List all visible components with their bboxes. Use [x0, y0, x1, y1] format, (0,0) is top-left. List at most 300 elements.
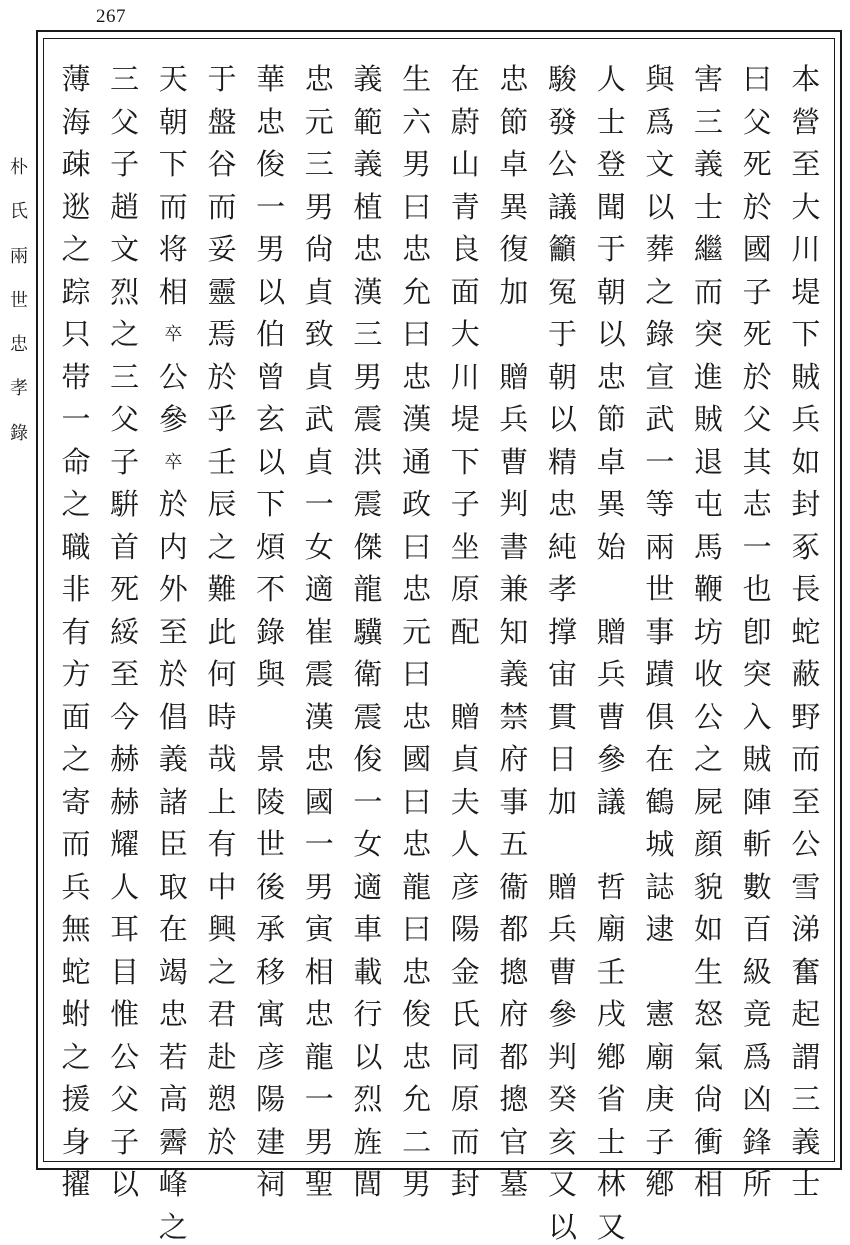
column-char: 忠: [548, 487, 578, 521]
column-char: 人: [450, 827, 480, 861]
column-char: 葬: [645, 232, 675, 266]
column-char: 三: [110, 359, 140, 394]
column-char: 數: [742, 869, 772, 904]
column-char: 面: [61, 699, 91, 734]
column-char: 貞: [304, 274, 334, 309]
column-char: 贈: [596, 614, 626, 649]
column-char: 父: [110, 1082, 140, 1116]
column-char: 士: [791, 1167, 821, 1201]
column-char: 曹: [548, 954, 578, 989]
column-char: 屍: [694, 784, 724, 819]
column-char: 志: [742, 487, 772, 521]
column-char: 在: [645, 742, 675, 776]
column-char: 陣: [742, 784, 772, 819]
column-char: 至: [791, 147, 821, 181]
column-char: 義: [791, 1124, 821, 1159]
column-char: 而: [158, 189, 188, 224]
column-char: 一: [304, 827, 334, 861]
column-char: 父: [742, 104, 772, 139]
column-char: 忠: [402, 954, 432, 989]
column-char: 衞: [499, 869, 529, 904]
column-char: 下: [158, 147, 188, 181]
column-char: 寄: [61, 784, 91, 819]
column-char: 忠: [402, 827, 432, 861]
column-char: 有: [207, 827, 237, 861]
column-char: 公: [694, 699, 724, 734]
column-char: 卒: [164, 451, 183, 473]
column-char: 後: [256, 869, 286, 904]
column-char: 父: [110, 104, 140, 139]
column-char: 忠: [402, 1039, 432, 1074]
column-char: 職: [61, 529, 91, 564]
column-char: 子: [110, 444, 140, 479]
column-char: 載: [353, 954, 383, 989]
column-char: 封: [450, 1167, 480, 1201]
column-char: 範: [353, 104, 383, 139]
column-char: 加: [499, 274, 529, 309]
column-char: 方: [61, 657, 91, 691]
column-char: 屯: [694, 487, 724, 521]
column-char: 之: [61, 232, 91, 266]
column-char: 愬: [207, 1082, 237, 1116]
column-char: 倡: [158, 699, 188, 734]
column-char: 非: [61, 572, 91, 606]
column-char: 死: [110, 572, 140, 606]
column-char: 馬: [694, 529, 724, 564]
column-char: 中: [207, 869, 237, 904]
column-char: 節: [596, 402, 626, 436]
column-char: 曰: [402, 912, 432, 946]
column-char: 曰: [402, 317, 432, 351]
column-char: 忠: [304, 997, 334, 1031]
column-char: 龍: [402, 869, 432, 904]
column-char: 墓: [499, 1167, 529, 1201]
column-char: 天: [158, 62, 188, 96]
column-char: 惟: [110, 997, 140, 1031]
column-char: 踪: [61, 274, 91, 309]
column-char: 世: [256, 827, 286, 861]
column-char: 通: [402, 444, 432, 479]
column-char: 忠: [402, 232, 432, 266]
column-char: 公: [791, 827, 821, 861]
column-char: 崔: [304, 614, 334, 649]
column-char: 三: [694, 104, 724, 139]
side-title-char: 氏: [10, 201, 28, 223]
column-char: 摠: [499, 1082, 529, 1116]
column-char: 蔚: [450, 104, 480, 139]
side-title-char: 世: [10, 289, 28, 311]
column-char: 首: [110, 529, 140, 564]
column-char: 尙: [694, 1082, 724, 1116]
column-char: 赴: [207, 1039, 237, 1074]
column-char: 鞭: [694, 572, 724, 606]
column-char: 至: [110, 657, 140, 691]
column-char: 男: [256, 232, 286, 266]
column-char: 適: [304, 572, 334, 606]
page-number: 267: [96, 6, 126, 27]
column-char: 議: [548, 189, 578, 224]
column-char: 震: [304, 657, 334, 691]
column-char: 曰: [402, 529, 432, 564]
text-column: [640, 62, 680, 1201]
column-char: 坐: [450, 529, 480, 564]
column-char: 士: [694, 189, 724, 224]
column-char: 繼: [694, 232, 724, 266]
column-char: 傑: [353, 529, 383, 564]
column-char: 震: [353, 487, 383, 521]
column-char: 衛: [353, 657, 383, 691]
column-char: 謂: [791, 1039, 821, 1074]
column-char: 官: [499, 1124, 529, 1159]
column-char: 異: [499, 189, 529, 224]
column-char: 聖: [304, 1167, 334, 1201]
column-char: 乎: [207, 402, 237, 436]
column-char: 以: [110, 1167, 140, 1201]
column-char: 目: [110, 954, 140, 989]
column-char: 之: [645, 274, 675, 309]
column-char: 於: [207, 1124, 237, 1159]
column-char: 之: [61, 1039, 91, 1074]
column-char: 義: [353, 62, 383, 96]
column-char: 興: [207, 912, 237, 946]
column-char: 贈: [450, 699, 480, 734]
column-char: 國: [402, 742, 432, 776]
column-char: 駿: [548, 62, 578, 96]
column-char: 相: [694, 1167, 724, 1201]
column-char: 青: [450, 189, 480, 224]
column-char: 判: [499, 487, 529, 521]
column-char: 于: [548, 317, 578, 351]
column-char: 一: [353, 784, 383, 819]
column-char: 曹: [596, 699, 626, 734]
column-char: 武: [304, 402, 334, 436]
column-char: 臣: [158, 827, 188, 861]
column-char: 震: [353, 402, 383, 436]
column-char: 相: [158, 274, 188, 309]
column-char: 人: [596, 62, 626, 96]
column-char: 玄: [256, 402, 286, 436]
column-char: 只: [61, 317, 91, 351]
column-char: 六: [402, 104, 432, 139]
column-char: 亥: [548, 1124, 578, 1159]
column-char: 壬: [207, 444, 237, 479]
column-char: 夫: [450, 784, 480, 819]
column-char: 人: [110, 869, 140, 904]
column-char: 蹟: [645, 657, 675, 691]
column-char: 龍: [304, 1039, 334, 1074]
column-char: 卽: [742, 614, 772, 649]
column-char: 廟: [645, 1039, 675, 1074]
column-char: 凶: [742, 1082, 772, 1116]
column-char: 爲: [645, 104, 675, 139]
column-char: 疎: [61, 147, 91, 181]
column-char: 所: [742, 1167, 772, 1201]
column-char: 趙: [110, 189, 140, 224]
column-char: 聞: [596, 189, 626, 224]
text-column: [494, 62, 534, 1201]
column-char: 籲: [548, 232, 578, 266]
column-char: 烈: [110, 274, 140, 309]
column-char: 逮: [645, 912, 675, 946]
column-char: 君: [207, 997, 237, 1031]
text-column: [786, 62, 826, 1201]
column-char: 竟: [742, 997, 772, 1031]
column-char: 至: [791, 784, 821, 819]
column-char: 有: [61, 614, 91, 649]
column-char: 車: [353, 912, 383, 946]
column-char: 允: [402, 1082, 432, 1116]
column-char: 以: [596, 317, 626, 351]
column-char: 父: [742, 402, 772, 436]
column-char: 華: [256, 62, 286, 96]
column-char: 男: [304, 189, 334, 224]
column-char: 擢: [61, 1167, 91, 1201]
column-char: 三: [110, 62, 140, 96]
column-char: 貞: [304, 444, 334, 479]
column-char: 俊: [402, 997, 432, 1031]
column-char: 忠: [304, 742, 334, 776]
column-char: 同: [450, 1039, 480, 1074]
column-char: 盤: [207, 104, 237, 139]
column-char: 川: [450, 359, 480, 394]
text-column: [202, 62, 242, 1159]
column-char: 壬: [596, 954, 626, 989]
column-char: 摠: [499, 954, 529, 989]
column-char: 生: [402, 62, 432, 96]
column-char: 曰: [742, 62, 772, 96]
column-char: 以: [645, 189, 675, 224]
column-char: 忠: [596, 359, 626, 394]
column-char: 移: [256, 954, 286, 989]
column-char: 賊: [694, 402, 724, 436]
text-column: [543, 62, 583, 1244]
column-char: 内: [158, 529, 188, 564]
column-char: 卓: [499, 147, 529, 181]
column-char: 若: [158, 1039, 188, 1074]
column-char: 哉: [207, 742, 237, 776]
column-char: 相: [304, 954, 334, 989]
column-char: 諸: [158, 784, 188, 819]
column-char: 登: [596, 147, 626, 181]
column-char: 都: [499, 912, 529, 946]
column-char: 烈: [353, 1082, 383, 1116]
column-char: 錄: [645, 317, 675, 351]
column-char: 級: [742, 954, 772, 989]
column-char: 耀: [110, 827, 140, 861]
column-char: 世: [645, 572, 675, 606]
column-char: 都: [499, 1039, 529, 1074]
column-char: 何: [207, 657, 237, 691]
column-char: 癸: [548, 1082, 578, 1116]
column-char: 俱: [645, 699, 675, 734]
column-char: 貞: [450, 742, 480, 776]
column-char: 旌: [353, 1124, 383, 1159]
column-char: 忠: [353, 232, 383, 266]
column-char: 入: [742, 699, 772, 734]
column-char: 錄: [256, 614, 286, 649]
column-char: 于: [596, 232, 626, 266]
text-column: [348, 62, 388, 1201]
column-char: 事: [499, 784, 529, 819]
column-char: 宣: [645, 359, 675, 394]
column-char: 祠: [256, 1167, 286, 1201]
column-char: 煩: [256, 529, 286, 564]
column-char: 三: [304, 147, 334, 181]
side-title-char: 兩: [10, 245, 28, 267]
column-char: 兵: [548, 912, 578, 946]
column-char: 鶴: [645, 784, 675, 819]
column-char: 時: [207, 699, 237, 734]
column-char: 大: [791, 189, 821, 224]
column-char: 死: [742, 317, 772, 351]
column-char: 林: [596, 1167, 626, 1201]
column-char: 誌: [645, 869, 675, 904]
column-char: 害: [694, 62, 724, 96]
column-char: 賊: [742, 742, 772, 776]
column-char: 男: [304, 869, 334, 904]
column-char: 府: [499, 997, 529, 1031]
column-char: 堤: [791, 274, 821, 309]
column-char: 在: [450, 62, 480, 96]
column-char: 下: [450, 444, 480, 479]
column-char: 子: [742, 274, 772, 309]
text-column: [153, 62, 193, 1244]
column-char: 事: [645, 614, 675, 649]
column-char: 霽: [158, 1124, 188, 1159]
text-column: [397, 62, 437, 1201]
column-char: 大: [450, 317, 480, 351]
column-char: 於: [158, 487, 188, 521]
column-char: 加: [548, 784, 578, 819]
column-char: 一: [61, 402, 91, 436]
column-char: 政: [402, 487, 432, 521]
column-char: 一: [304, 487, 334, 521]
column-char: 於: [207, 359, 237, 394]
column-char: 綏: [110, 614, 140, 649]
side-title-char: 朴: [10, 157, 28, 178]
column-char: 忠: [256, 104, 286, 139]
column-char: 其: [742, 444, 772, 479]
column-char: 文: [110, 232, 140, 266]
column-char: 面: [450, 274, 480, 309]
column-char: 承: [256, 912, 286, 946]
column-char: 配: [450, 614, 480, 649]
column-char: 義: [353, 147, 383, 181]
column-char: 致: [304, 317, 334, 351]
column-char: 一: [645, 444, 675, 479]
column-char: 彦: [256, 1039, 286, 1074]
column-char: 忠: [402, 359, 432, 394]
column-char: 豖: [791, 529, 821, 564]
column-char: 至: [158, 614, 188, 649]
column-char: 男: [304, 1124, 334, 1159]
column-char: 俊: [256, 147, 286, 181]
column-char: 曹: [499, 444, 529, 479]
column-char: 突: [742, 657, 772, 691]
column-char: 身: [61, 1124, 91, 1159]
column-char: 奮: [791, 954, 821, 989]
column-char: 貫: [548, 699, 578, 734]
text-column: [445, 62, 485, 1201]
column-char: 發: [548, 104, 578, 139]
column-char: 而: [791, 742, 821, 776]
column-char: 兵: [791, 402, 821, 436]
column-char: 蛇: [61, 954, 91, 989]
column-char: 而: [207, 189, 237, 224]
column-char: 原: [450, 1082, 480, 1116]
column-char: 朝: [548, 359, 578, 394]
column-char: 士: [596, 1124, 626, 1159]
column-char: 判: [548, 1039, 578, 1074]
column-char: 賊: [791, 359, 821, 394]
column-char: 下: [791, 317, 821, 351]
column-char: 良: [450, 232, 480, 266]
column-char: 曾: [256, 359, 286, 394]
column-char: 寓: [256, 997, 286, 1031]
column-char: 武: [645, 402, 675, 436]
column-char: 宙: [548, 657, 578, 691]
column-char: 始: [596, 529, 626, 564]
column-char: 植: [353, 189, 383, 224]
column-char: 與: [645, 62, 675, 96]
column-char: 爲: [742, 1039, 772, 1074]
column-char: 長: [791, 572, 821, 606]
column-char: 女: [353, 827, 383, 861]
column-char: 坊: [694, 614, 724, 649]
column-char: 靈: [207, 274, 237, 309]
column-char: 收: [694, 657, 724, 691]
column-char: 子: [450, 487, 480, 521]
column-char: 無: [61, 912, 91, 946]
column-char: 曰: [402, 657, 432, 691]
column-char: 國: [742, 232, 772, 266]
column-char: 廟: [596, 912, 626, 946]
column-char: 蚹: [61, 997, 91, 1031]
column-char: 義: [499, 657, 529, 691]
column-char: 之: [110, 317, 140, 351]
column-char: 蛇: [791, 614, 821, 649]
column-char: 赫: [110, 742, 140, 776]
column-char: 贈: [548, 869, 578, 904]
text-column: [251, 62, 291, 1201]
column-char: 省: [596, 1082, 626, 1116]
column-char: 公: [548, 147, 578, 181]
column-char: 又: [596, 1209, 626, 1244]
column-char: 一: [256, 189, 286, 224]
column-char: 復: [499, 232, 529, 266]
column-char: 義: [694, 147, 724, 181]
column-char: 百: [742, 912, 772, 946]
column-char: 府: [499, 742, 529, 776]
column-char: 死: [742, 147, 772, 181]
column-char: 忠: [499, 62, 529, 96]
column-char: 兵: [499, 402, 529, 436]
column-char: 一: [742, 529, 772, 564]
column-char: 生: [694, 954, 724, 989]
column-char: 兵: [596, 657, 626, 691]
column-char: 尙: [304, 232, 334, 266]
column-char: 於: [742, 189, 772, 224]
column-char: 義: [158, 742, 188, 776]
text-column: [56, 62, 96, 1201]
column-char: 異: [596, 487, 626, 521]
column-char: 純: [548, 529, 578, 564]
text-column: [737, 62, 777, 1201]
column-char: 将: [158, 232, 188, 266]
column-char: 驥: [353, 614, 383, 649]
column-char: 于: [207, 62, 237, 96]
column-char: 忠: [158, 997, 188, 1031]
